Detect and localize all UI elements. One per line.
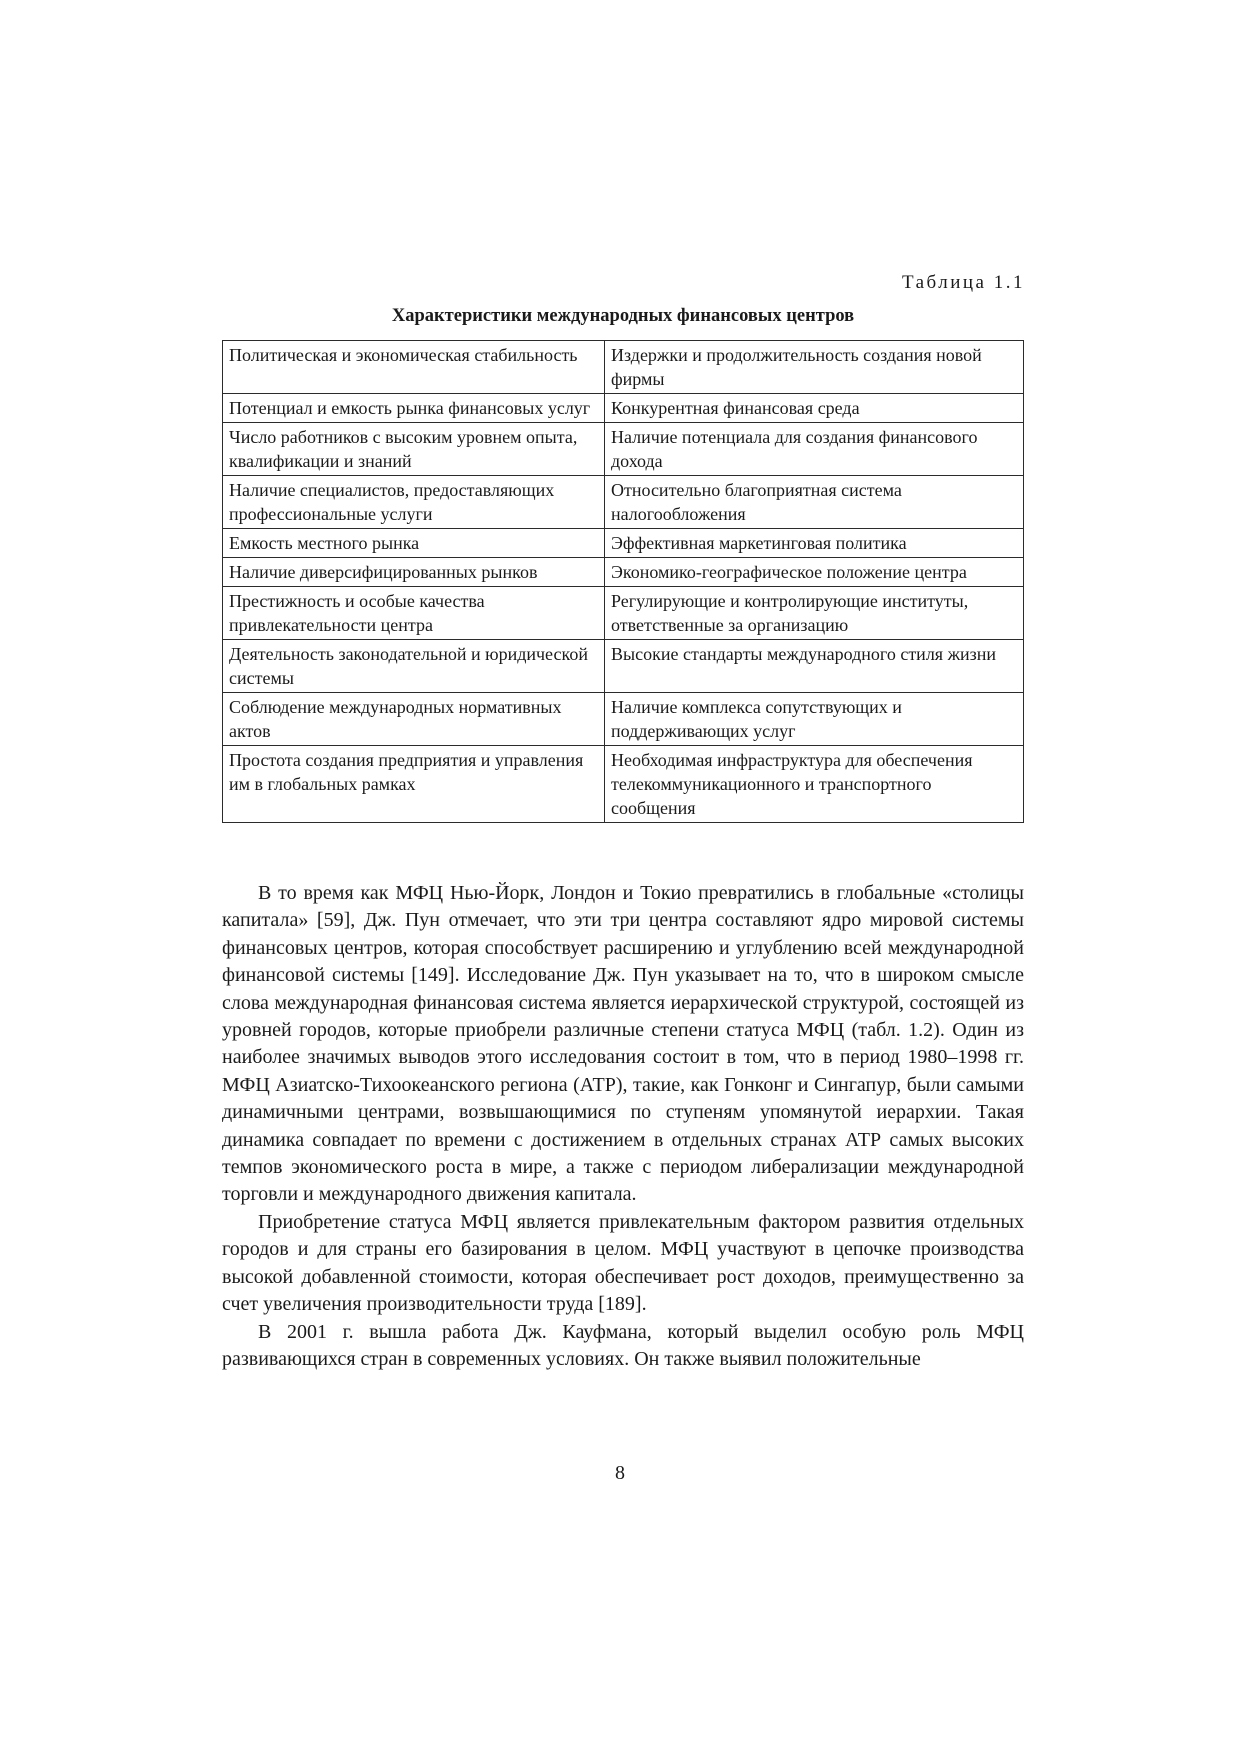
table-row	[223, 394, 1024, 423]
table-cell: Число работников с высоким уровнем опыта, квалификации и знаний	[223, 423, 605, 476]
paragraph: В то время как МФЦ Нью-Йорк, Лондон и Токио превратились в глобальные «столицы капитала» [59], Дж. Пун отмечает, что эти три центра составляют ядро мировой системы финансовых центров, которая способствует расширению и углублению всей международной финансовой системы [149]. Исследование Дж. Пун указывает на то, что в широком смысле слова международная финансовая система является иерархической структурой, состоящей из уровней городов, которые приобрели различные степени статуса МФЦ (табл. 1.2). Один из наиболее значимых выводов этого исследования состоит в том, что в период 1980–1998 гг. МФЦ Азиатско-Тихоокеанского региона (АТР), такие, как Гонконг и Сингапур, были самыми динамичными центрами, возвышающимися по ступеням упомянутой иерархии. Такая динамика совпадает по времени с достижением в отдельных странах АТР самых высоких темпов экономического роста в мире, а также с периодом либерализации международной торговли и международного движения капитала.	[222, 882, 1024, 1206]
table-cell: Наличие специалистов, предоставляющих профессиональные услуги	[223, 476, 605, 529]
table-row	[223, 746, 1024, 823]
table-cell: Необходимая инфраструктура для обеспечения телекоммуникационного и транспортного сообщения	[605, 746, 1024, 823]
body-text	[222, 880, 1024, 1373]
table-cell: Потенциал и емкость рынка финансовых услуг	[223, 394, 605, 423]
table-cell: Престижность и особые качества привлекательности центра	[223, 587, 605, 640]
table-cell: Экономико-географическое положение центра	[605, 558, 1024, 587]
table-row	[223, 640, 1024, 693]
table-cell: Политическая и экономическая стабильность	[223, 341, 605, 394]
characteristics-table	[222, 340, 1024, 823]
table-cell: Высокие стандарты международного стиля жизни	[605, 640, 1024, 693]
table-row	[223, 693, 1024, 746]
table-title: Характеристики международных финансовых центров	[391, 306, 855, 326]
table-row	[223, 558, 1024, 587]
table-label: Таблица 1.1	[901, 272, 1025, 293]
table-cell: Конкурентная финансовая среда	[605, 394, 1024, 423]
table-row	[223, 476, 1024, 529]
table-row	[223, 587, 1024, 640]
table-cell: Простота создания предприятия и управления им в глобальных рамках	[223, 746, 605, 823]
table-cell: Наличие потенциала для создания финансового дохода	[605, 423, 1024, 476]
table-cell: Издержки и продолжительность создания новой фирмы	[605, 341, 1024, 394]
table-cell: Наличие диверсифицированных рынков	[223, 558, 605, 587]
paragraph: Приобретение статуса МФЦ является привлекательным фактором развития отдельных городов и для страны его базирования в целом. МФЦ участвуют в цепочке производства высокой добавленной стоимости, которая обеспечивает рост доходов, преимущественно за счет увеличения производительности труда [189].	[222, 1210, 1024, 1316]
table-cell: Регулирующие и контролирующие институты, ответственные за организацию	[605, 587, 1024, 640]
table-cell: Деятельность законодательной и юридической системы	[223, 640, 605, 693]
table-row	[223, 529, 1024, 558]
table-cell: Соблюдение международных нормативных актов	[223, 693, 605, 746]
table-cell: Наличие комплекса сопутствующих и поддерживающих услуг	[605, 693, 1024, 746]
table-cell: Эффективная маркетинговая политика	[605, 529, 1024, 558]
table-cell: Емкость местного рынка	[223, 529, 605, 558]
page-number: 8	[615, 1462, 625, 1484]
table-row	[223, 423, 1024, 476]
paragraph: В 2001 г. вышла работа Дж. Кауфмана, который выделил особую роль МФЦ развивающихся стран в современных условиях. Он также выявил положительные	[222, 1320, 1024, 1370]
table-cell: Относительно благоприятная система налогообложения	[605, 476, 1024, 529]
table-row	[223, 341, 1024, 394]
